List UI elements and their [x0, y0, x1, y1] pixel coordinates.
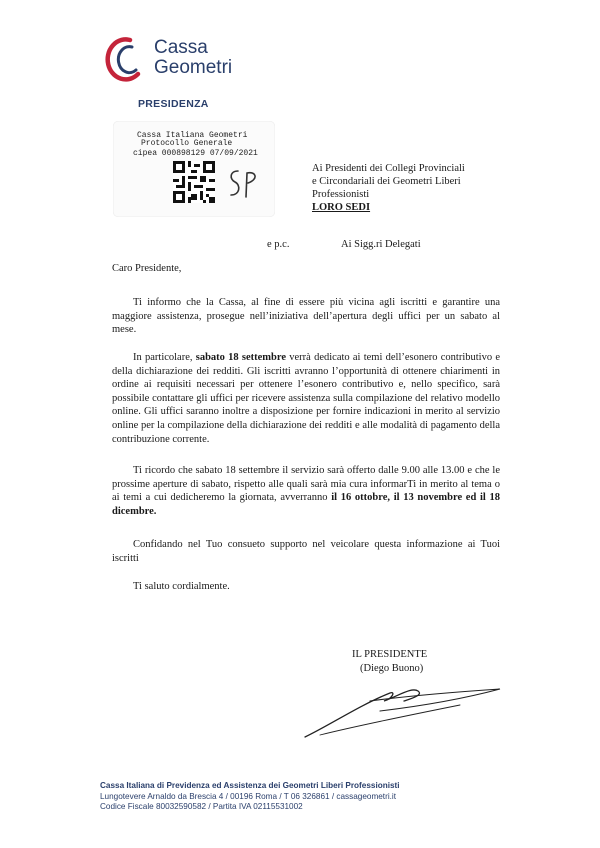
recipients-block: [312, 162, 465, 214]
handwritten-initials-icon: [226, 165, 262, 203]
footer-line-2: Lungotevere Arnaldo da Brescia 4 / 00196 Roma / T 06 326861 / cassageometri.it: [100, 791, 397, 801]
logo-line-2: Geometri: [154, 57, 233, 78]
p2-body: verrà dedicato ai temi dell’esonero contributivo e della dichiarazione dei redditi. Gli iscritti avranno l’opportunità di ottenere chiarimenti in ordine ai requisiti necessari per ottenere l’esonero contributivo e, nello specifico, sarà possibile contattare gli uffici per ricevere assistenza sulla compilazione del relativo modello online. Gli uffici saranno inoltre a disposizione per fornire indicazioni in merito al servizio online per la compilazione della dichiarazione dei redditi e alle modalità di pagamento della contribuzione corrente.: [112, 352, 500, 445]
letter-closing: Ti saluto cordialmente.: [133, 581, 230, 592]
stamp-line-2: Protocollo Generale: [141, 139, 233, 148]
letter-paragraph-1: Ti informo che la Cassa, al fine di essere più vicina agli iscritti e garantire una maggiore assistenza, prosegue nell’iniziativa dell’apertura degli uffici per un sabato al mese.: [112, 297, 500, 336]
cc-value: Ai Sigg.ri Delegati: [341, 239, 421, 250]
cassa-geometri-logo: [100, 34, 280, 84]
cc-label: e p.c.: [267, 239, 290, 250]
stamp-line-3: cipea 000898129 07/09/2021: [133, 149, 258, 158]
stamp-line-1: Cassa Italiana Geometri: [137, 131, 248, 140]
handwritten-signature-icon: [300, 675, 510, 745]
letter-paragraph-2: [112, 351, 500, 446]
logo-wordmark: [154, 38, 232, 78]
footer: [100, 781, 400, 813]
footer-line-3: Codice Fiscale 80032590582 / Partita IVA 02115531002: [100, 802, 303, 811]
signer-name: (Diego Buono): [360, 663, 424, 674]
letter-paragraph-4: Confidando nel Tuo consueto supporto nel veicolare questa informazione ai Tuoi iscritti: [112, 539, 500, 564]
p3-body: Ti ricordo che sabato 18 settembre il servizio sarà offerto dalle 9.00 alle 13.00 e che le prossime aperture di sabato, rispetto alle quali sarà mia cura informarTi in merito al tema o ai temi a cui dedicheremo la giornata, avverranno: [112, 465, 500, 504]
signer-title: IL PRESIDENTE: [352, 649, 428, 660]
recipients-line-1: Ai Presidenti dei Collegi Provinciali: [312, 163, 465, 174]
letter-greeting: Caro Presidente,: [112, 263, 182, 274]
footer-line-1: Cassa Italiana di Previdenza ed Assistenza dei Geometri Liberi Professionisti: [100, 781, 400, 790]
logo-line-1: Cassa: [154, 37, 208, 58]
p3-dates-highlight: il 16 ottobre, il 13 novembre ed il 18 dicembre.: [112, 492, 500, 517]
p2-intro: In particolare,: [133, 352, 196, 363]
recipients-line-2: e Circondariali dei Geometri Liberi: [312, 176, 461, 187]
protocol-stamp: [113, 121, 275, 217]
office-label: PRESIDENZA: [138, 98, 209, 110]
p2-date-highlight: sabato 18 settembre: [195, 352, 287, 363]
recipients-line-3: Professionisti: [312, 189, 370, 200]
qr-code-icon: [173, 161, 215, 203]
signer-block: [352, 648, 427, 676]
letter-paragraph-3: [112, 464, 500, 518]
logo-ring-icon: [100, 34, 148, 82]
recipients-line-4: LORO SEDI: [312, 202, 371, 213]
